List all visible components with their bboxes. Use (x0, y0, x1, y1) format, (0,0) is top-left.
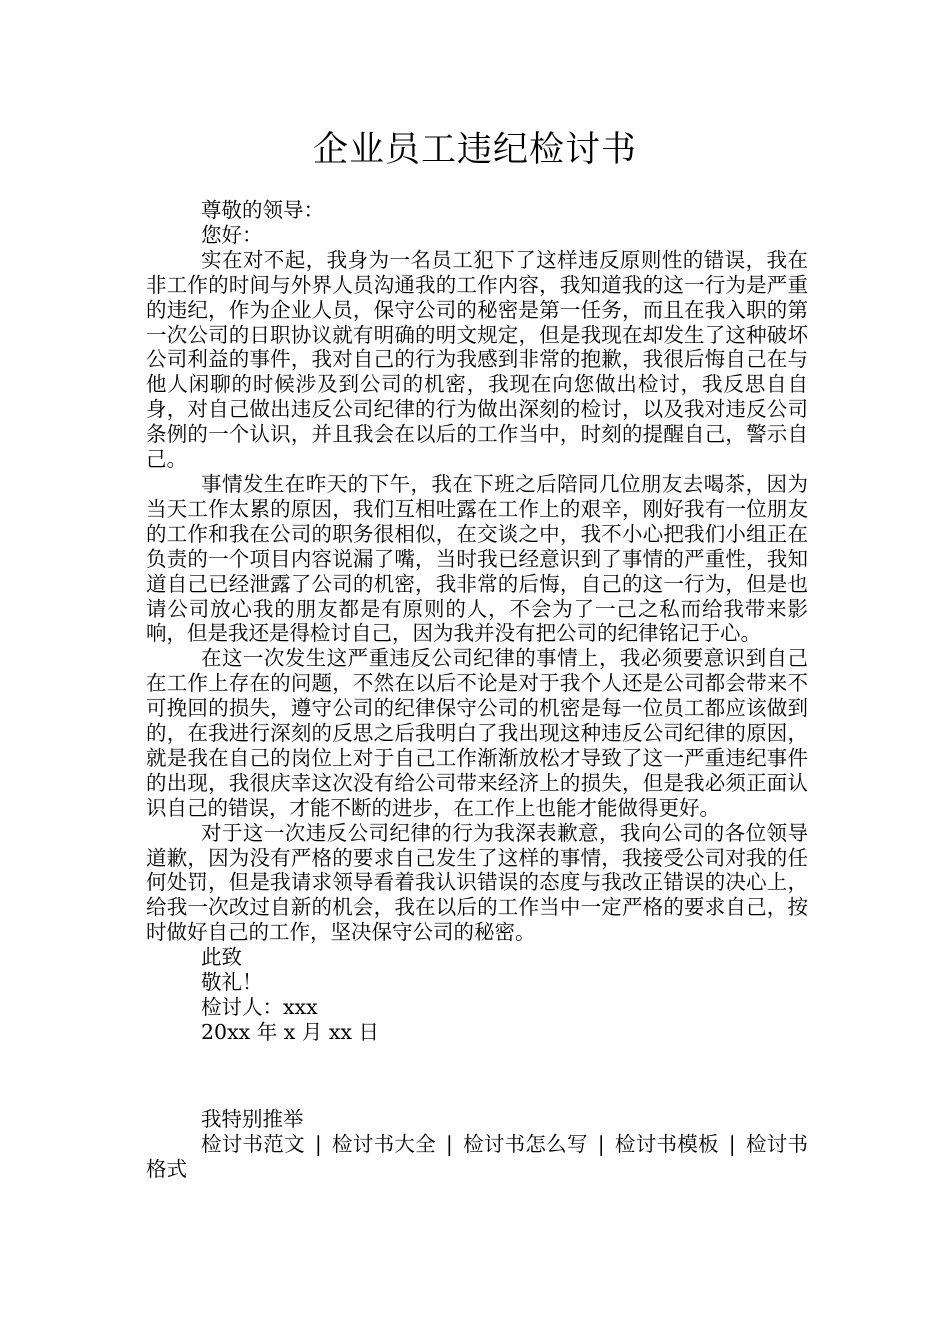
signer: 检讨人：xxx (201, 995, 318, 1019)
closing-respect: 敬礼！ (201, 970, 263, 995)
document-title: 企业员工违纪检讨书 (312, 130, 637, 170)
recommend-links (146, 1132, 808, 1182)
link-collection[interactable]: 检讨书大全 (331, 1131, 436, 1156)
link-separator: | (728, 1131, 736, 1156)
spacer (146, 1045, 808, 1107)
paragraph-3: 在这一次发生这严重违反公司纪律的事情上，我必须要意识到自己在工作上存在的问题，不然在以后不论是对于我个人还是公司都会带来不可挽回的损失，遵守公司的纪律保守公司的机密是每一位员工都应该做到的，在我进行深刻的反思之后我明白了我出现这种违反公司纪律的原因，就是我在自己的岗位上对于自己工作渐渐放松才导致了这一严重违纪事件的出现，我很庆幸这次没有给公司带来经济上的损失，但是我必须正面认识自己的错误，才能不断的进步，在工作上也能才能做得更好。 (146, 646, 808, 820)
link-format[interactable]: 检讨书格式 (146, 1131, 809, 1181)
link-separator: | (597, 1131, 605, 1156)
paragraph-2: 事情发生在昨天的下午，我在下班之后陪同几位朋友去喝茶，因为当天工作太累的原因，我们互相吐露在工作上的艰辛，刚好我有一位朋友的工作和我在公司的职务很相似，在交谈之中，我不小心把我们小组正在负责的一个项目内容说漏了嘴，当时我已经意识到了事情的严重性，我知道自己已经泄露了公司的机密，我非常的后悔，自己的这一行为，但是也请公司放心我的朋友都是有原则的人，不会为了一己之私而给我带来影响，但是我还是得检讨自己，因为我并没有把公司的纪律铭记于心。 (146, 471, 808, 646)
closing-salute: 此致 (201, 945, 242, 970)
salutation: 尊敬的领导： (201, 198, 324, 222)
greeting: 您好： (201, 222, 263, 247)
link-separator: | (314, 1131, 322, 1156)
link-template[interactable]: 检讨书模板 (614, 1131, 719, 1156)
link-separator: | (445, 1131, 453, 1156)
paragraph-4: 对于这一次违反公司纪律的行为我深表歉意，我向公司的各位领导道歉，因为没有严格的要求自己发生了这样的事情，我接受公司对我的任何处罚，但是我请求领导看着我认识错误的态度与我改正错误的决心上，给我一次改过自新的机会，我在以后的工作当中一定严格的要求自己，按时做好自己的工作，坚决保守公司的秘密。 (146, 820, 808, 945)
date: 20xx 年 x 月 xx 日 (201, 1019, 379, 1044)
document-body (146, 198, 808, 1182)
paragraph-1: 实在对不起，我身为一名员工犯下了这样违反原则性的错误，我在非工作的时间与外界人员沟通我的工作内容，我知道我的这一行为是严重的违纪，作为企业人员，保守公司的秘密是第一任务，而且在我入职的第一次公司的日职协议就有明确的明文规定，但是我现在却发生了这种破坏公司利益的事件，我对自己的行为我感到非常的抱歉，我很后悔自己在与他人闲聊的时候涉及到公司的机密，我现在向您做出检讨，我反思自自身，对自己做出违反公司纪律的行为做出深刻的检讨，以及我对违反公司条例的一个认识，并且我会在以后的工作当中，时刻的提醒自己，警示自己。 (146, 247, 808, 472)
recommend-heading: 我特别推举 (201, 1106, 304, 1131)
link-template-essay[interactable]: 检讨书范文 (201, 1131, 305, 1156)
link-how-to-write[interactable]: 检讨书怎么写 (462, 1131, 588, 1156)
